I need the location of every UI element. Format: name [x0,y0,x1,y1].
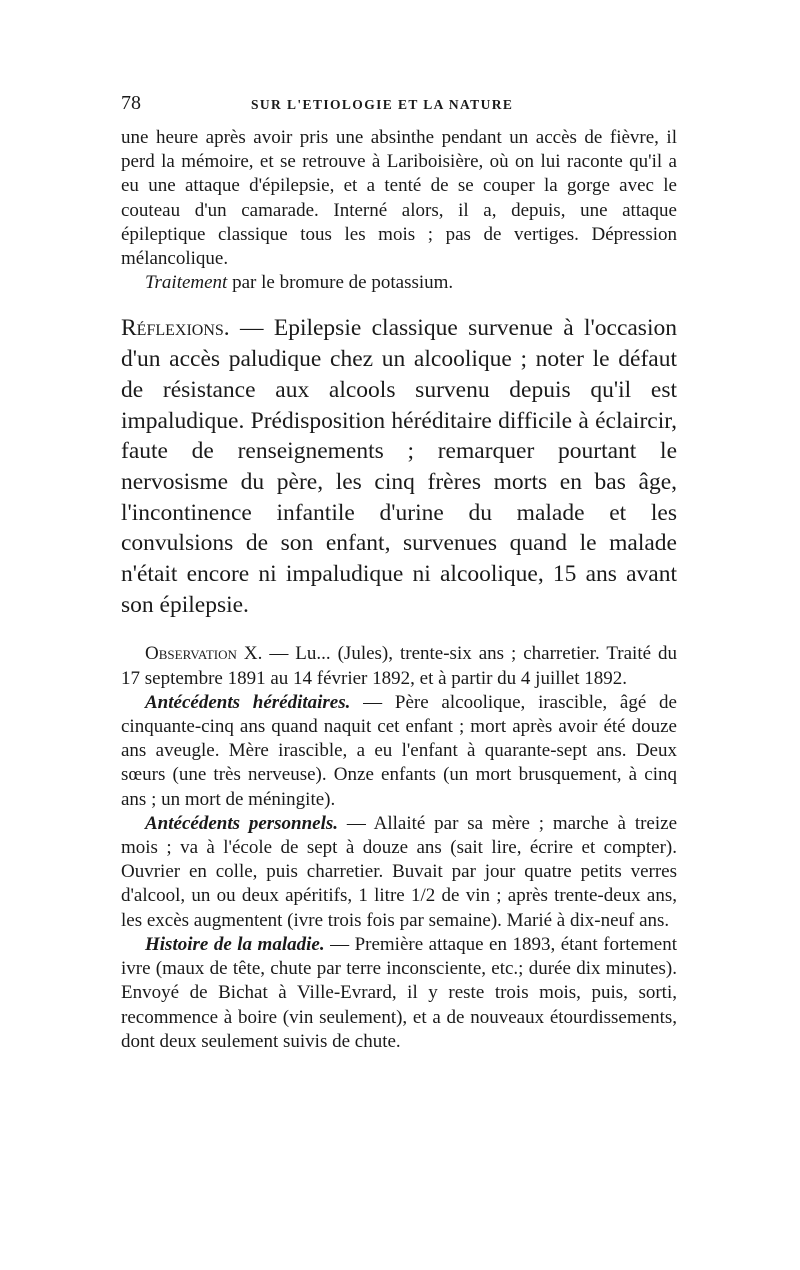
treatment-paragraph [121,271,677,295]
observation-label: Observation X. [145,643,263,665]
section-text: — Allaité par sa mère ; marche à treize mois ; va à l'école de sept à douze ans (sait lire, écrire et compter). Ouvrier en colle, puis charretier. Buvait par jour quatre petits verres d'alcool, un ou deux apéritifs, 1 litre 1/2 de vin ; après trente-deux ans, les excès augmentent (ivre trois fois par semaine). Marié à dix-neuf ans. [121,812,677,931]
observation-heading-paragraph [121,642,677,690]
section-title: Histoire de la maladie. [145,933,325,955]
case-end-paragraph: une heure après avoir pris une absinthe pendant un accès de fièvre, il perd la mémoire, et se retrouve à Lariboisière, où on lui raconte qu'il a eu une attaque d'épilepsie, et a tenté de se couper la gorge avec le couteau d'un camarade. Interné alors, il a, depuis, une attaque épileptique classique tous les mois ; pas de vertiges. Dépression mélancolique. [121,127,677,270]
section-hereditary [121,691,677,812]
running-head [121,92,677,126]
treatment-text: par le bromure de potassium. [227,272,454,294]
treatment-label: Traitement [145,272,228,294]
section-personal [121,812,677,933]
reflexions-label: Réflexions. [121,315,230,342]
section-title: Antécédents personnels. [145,812,339,834]
reflexions-text: — Epilepsie classique survenue à l'occasion d'un accès paludique chez un alcoolique ; noter le défaut de résistance aux alcools survenu depuis qu'il est impaludique. Prédisposition héréditaire difficile à éclaircir, faute de renseignements ; remarquer pourtant le nervosisme du père, les cinq frères morts en bas âge, l'incontinence infantile d'urine du malade et les convulsions de son enfant, survenues quand le malade n'était encore ni impaludique ni alcoolique, 15 ans avant son épilepsie. [121,315,677,618]
page-number: 78 [121,92,141,114]
section-text: — Première attaque en 1893, étant fortement ivre (maux de tête, chute par terre inconsciente, etc.; durée dix minutes). Envoyé de Bichat à Ville-Evrard, il y reste trois mois, puis, sorti, recommence à boire (vin seulement), et a de nouveaux étourdissements, dont deux seulement suivis de chute. [121,933,677,1052]
reflexions-paragraph [121,313,677,620]
running-title: SUR L'ETIOLOGIE ET LA NATURE [251,97,514,112]
observation-intro: — Lu... (Jules), trente-six ans ; charretier. Traité du 17 septembre 1891 au 14 février 1892, et à partir du 4 juillet 1892. [121,643,677,689]
section-text: — Père alcoolique, irascible, âgé de cinquante-cinq ans quand naquit cet enfant ; mort après avoir été douze ans aveugle. Mère irascible, a eu l'enfant à quarante-sept ans. Deux sœurs (une très nerveuse). Onze enfants (un mort brusquement, à cinq ans ; un mort de méningite). [121,691,677,810]
book-page [121,92,677,1054]
section-history [121,933,677,1054]
section-title: Antécédents héréditaires. [145,691,351,713]
